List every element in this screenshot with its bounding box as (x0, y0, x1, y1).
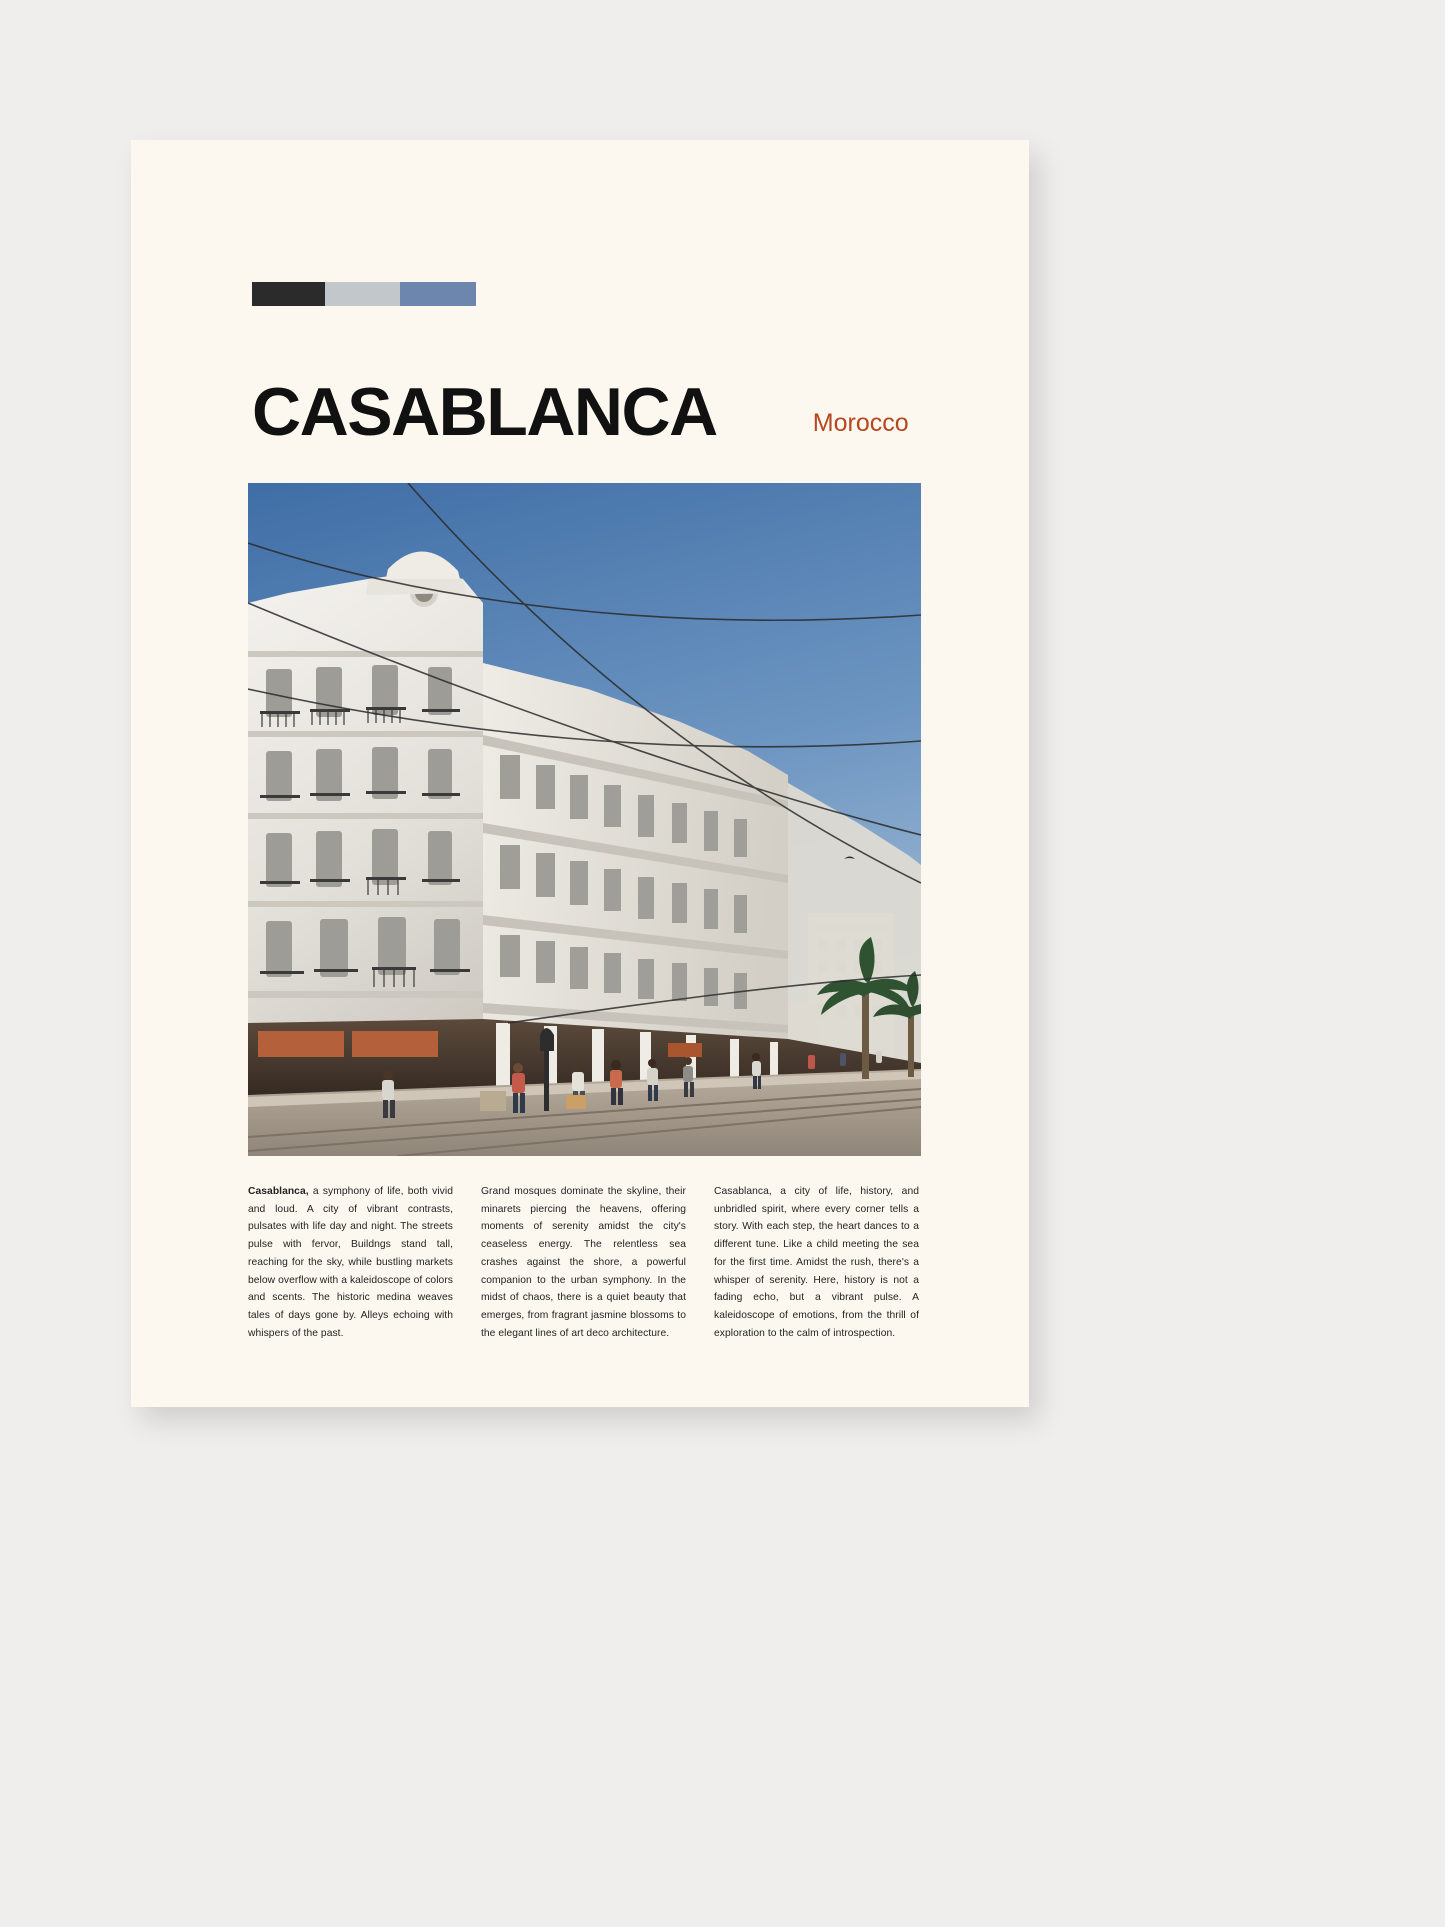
column-1-lead: Casablanca, (248, 1186, 309, 1197)
column-2 (481, 1183, 686, 1342)
swatch-light-grey (325, 282, 400, 306)
poster-photo (248, 483, 921, 1156)
column-3 (714, 1183, 919, 1342)
swatch-dark (252, 282, 325, 306)
swatch-blue (400, 282, 476, 306)
color-swatch-bar (252, 282, 476, 306)
column-1 (248, 1183, 453, 1342)
description-columns (248, 1183, 921, 1342)
page-title: CASABLANCA (252, 374, 717, 450)
column-3-body: Casablanca, a city of life, history, and unbridled spirit, where every corner tells a story. With each step, the heart dances to a different tune. Like a child meeting the sea for the first time. Amidst the rush, there's a whisper of serenity. Here, history is not a fading echo, but a vibrant pulse. A kaleidoscope of emotions, from the thrill of exploration to the calm of introspection. (714, 1186, 919, 1339)
column-1-body: a symphony of life, both vivid and loud. A city of vibrant contrasts, pulsates with life day and night. The streets pulse with fervor, Buildngs stand tall, reaching for the sky, while bustling markets below overflow with a kaleidoscope of colors and scents. The historic medina weaves tales of days gone by. Alleys echoing with whispers of the past. (248, 1186, 453, 1339)
casablanca-street-illustration (248, 483, 921, 1156)
column-2-body: Grand mosques dominate the skyline, their minarets piercing the heavens, offering moments of serenity amidst the city's ceaseless energy. The relentless sea crashes against the shore, a powerful companion to the urban symphony. In the midst of chaos, there is a quiet beauty that emerges, from fragrant jasmine blossoms to the elegant lines of art deco architecture. (481, 1186, 686, 1339)
title-row (252, 374, 932, 450)
poster-country-label: Morocco (812, 409, 909, 437)
poster-sheet (131, 140, 1029, 1407)
